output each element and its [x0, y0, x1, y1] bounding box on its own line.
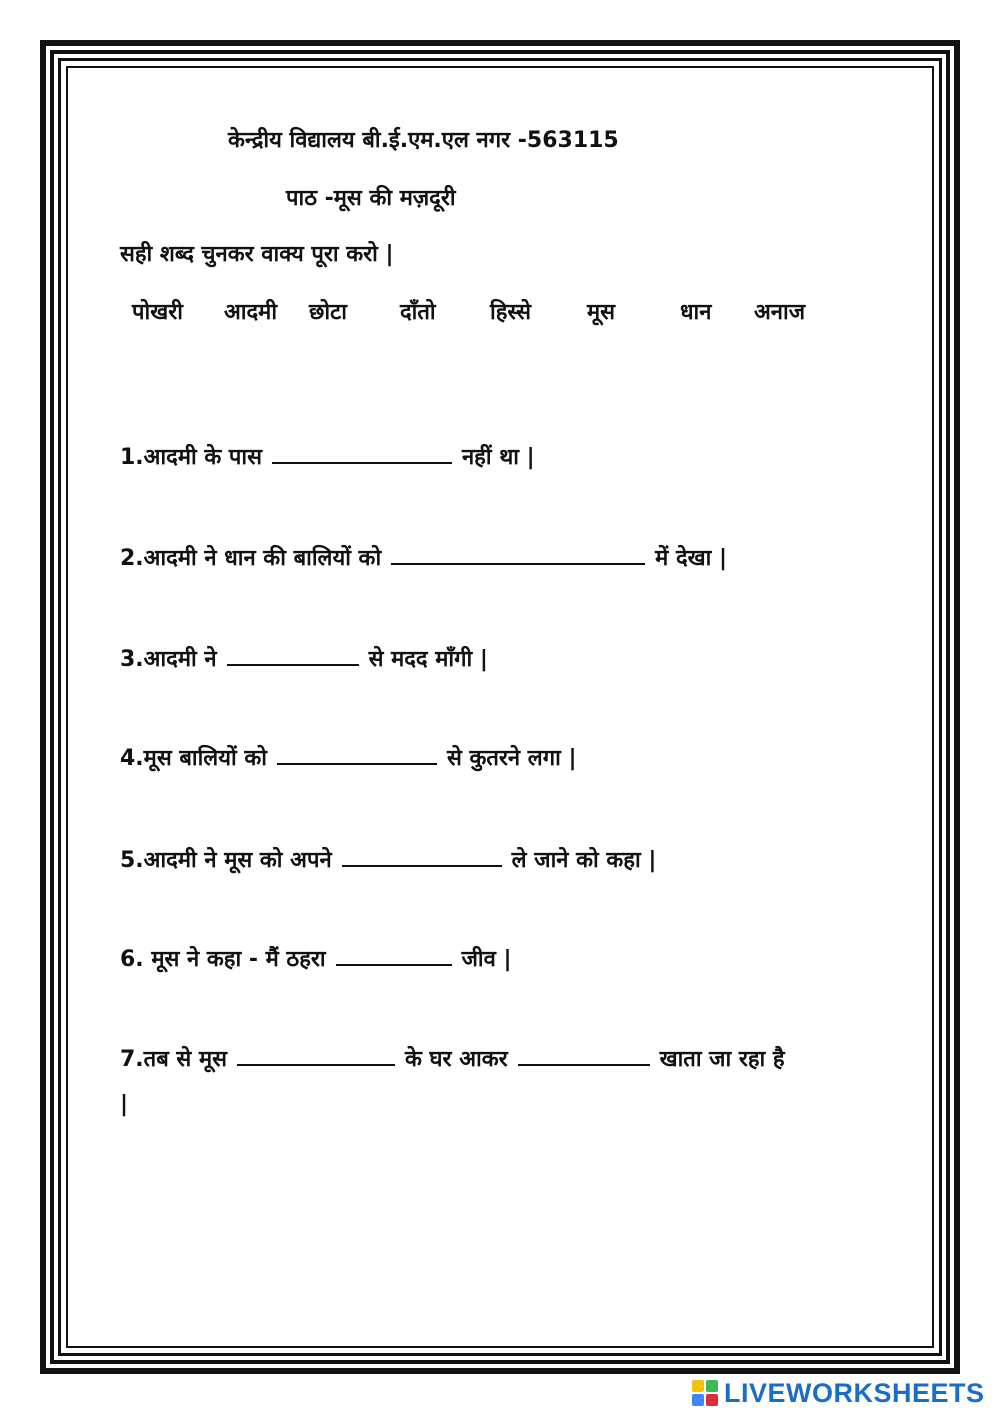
question-7-text: 7.तब से मूस [120, 1047, 227, 1072]
word-bank-item: दाँतो [400, 300, 436, 325]
question-2-blank[interactable] [391, 543, 645, 565]
liveworksheets-logo-icon [692, 1380, 718, 1406]
question-2-ending: में देखा | [655, 546, 728, 571]
word-bank-item: आदमी [224, 300, 278, 325]
question-7-blank-2[interactable] [518, 1044, 650, 1066]
instruction: सही शब्द चुनकर वाक्य पूरा करो | [120, 242, 394, 267]
question-4-blank[interactable] [277, 743, 437, 765]
question-4-ending: से कुतरने लगा | [446, 746, 577, 771]
question-5-ending: ले जाने को कहा | [511, 848, 657, 873]
word-bank-item: मूस [587, 300, 616, 325]
question-6-blank[interactable] [336, 944, 452, 966]
question-3-ending: से मदद माँगी | [368, 647, 488, 672]
lesson-title: पाठ -मूस की मज़दूरी [286, 186, 456, 211]
question-7-blank-1[interactable] [237, 1044, 395, 1066]
question-2 [120, 543, 727, 572]
question-1 [120, 442, 535, 471]
question-7 [120, 1044, 785, 1073]
question-5-blank[interactable] [342, 845, 502, 867]
question-7-ending: खाता जा रहा है [659, 1047, 785, 1072]
school-name: केन्द्रीय विद्यालय बी.ई.एम.एल नगर -563115 [228, 128, 619, 153]
word-bank-item: पोखरी [132, 300, 183, 325]
word-bank-item: धान [680, 300, 712, 325]
question-2-text: 2.आदमी ने धान की बालियों को [120, 546, 382, 571]
question-4 [120, 743, 576, 772]
question-7-end-mark: | [120, 1092, 129, 1117]
word-bank [0, 296, 1000, 326]
question-3-blank[interactable] [227, 644, 359, 666]
word-bank-item: छोटा [309, 300, 347, 325]
question-5 [120, 845, 656, 874]
question-1-blank[interactable] [272, 442, 452, 464]
question-3-text: 3.आदमी ने [120, 647, 217, 672]
brand-name: LIVEWORKSHEETS [724, 1377, 985, 1408]
question-1-ending: नहीं था | [461, 445, 535, 470]
question-1-text: 1.आदमी के पास [120, 445, 262, 470]
liveworksheets-brand [692, 1378, 985, 1408]
question-6-text: 6. मूस ने कहा - मैं ठहरा [120, 947, 326, 972]
question-7-middle: के घर आकर [405, 1047, 508, 1072]
question-4-text: 4.मूस बालियों को [120, 746, 267, 771]
question-3 [120, 644, 488, 673]
question-6-ending: जीव | [461, 947, 512, 972]
word-bank-item: हिस्से [490, 300, 532, 325]
word-bank-item: अनाज [754, 300, 806, 325]
question-6 [120, 944, 512, 973]
question-5-text: 5.आदमी ने मूस को अपने [120, 848, 332, 873]
